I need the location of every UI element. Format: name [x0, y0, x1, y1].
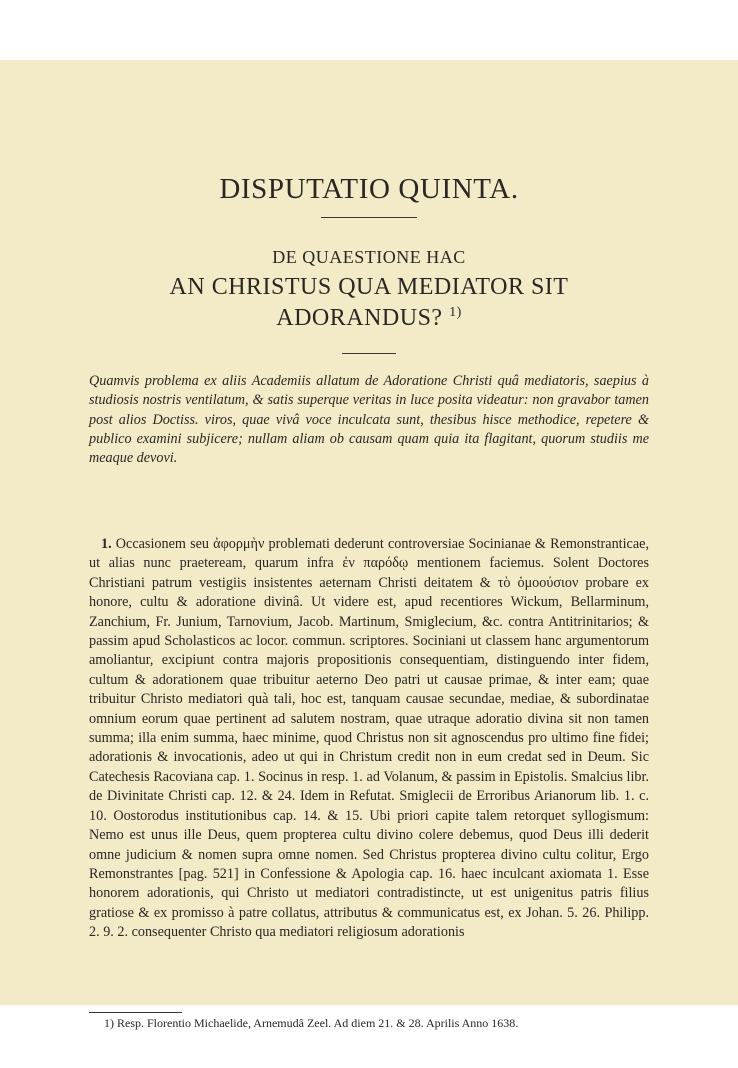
abstract-paragraph	[89, 372, 649, 468]
footnote-divider	[89, 1012, 182, 1013]
page-title: DISPUTATIO QUINTA.	[219, 173, 519, 205]
paragraph-number: 1.	[101, 536, 112, 552]
subtitle-line-3-text: ADORANDUS?	[276, 305, 443, 331]
subtitle-divider	[342, 353, 396, 354]
footnote: 1) Resp. Florentio Michaelide, Arnemudâ Zeel. Ad diem 21. & 28. Aprilis Anno 1638.	[104, 1016, 519, 1030]
body-paragraph	[89, 535, 649, 943]
subtitle-line-2: AN CHRISTUS QUA MEDIATOR SIT	[169, 274, 569, 300]
page	[0, 60, 738, 1030]
title-divider	[321, 217, 417, 218]
body-text: Occasionem seu ἀφορμὴν problemati dederunt controversiae Socinianae & Remonstranticae, ut alias nunc praeteream, quarum infra ἐν παρόδῳ mentionem faciemus. Solent Doctores Christiani patrum vestigiis insistentes aeternam Christi deitatem & τὸ ὁμοούσιον probare ex honore, cultu & adoratione divinâ. Ut videre est, apud recentiores Wickum, Bellarminum, Zanchium, Fr. Junium, Tarnovium, Jacob. Martinum, Smiglecium, &c. contra Antitrinitarios; & passim apud Scholasticos ac locor. commun. scriptores. Sociniani ut classem hanc argumentorum amoliantur, excipiunt contra majoris propositionis consequentiam, distinguendo inter fidem, cultum & adorationem quae tribuitur aeterno Deo patri ut causae primae, & inter eam; quae tribuitur Christo mediatori quà tali, hoc est, tanquam causae secundae, mediae, & subordinatae omnium eorum quae pertinent ad salutem nostram, quae utraque adoratio divina sit non tamen summa; illa enim summa, haec minime, quod Christus non sit agnoscendus pro ultimo fine fidei; adorationis & invocationis, adeo ut qui in Christum credit non in eum credat sed in Deum. Sic Catechesis Racoviana cap. 1. Socinus in resp. 1. ad Volanum, & passim in Epistolis. Smalcius libr. de Divinitate Christi cap. 12. & 24. Idem in Refutat. Smiglecii de Erroribus Arianorum lib. 1. c. 10. Oostorodus institutionibus cap. 14. & 15. Ubi priori capite talem retorquet syllogismum: Nemo est unus ille Deus, quem propterea cultu divino colere debemus, quod Deus illi dederit omne judicium & nomen supra omne nomen. Sed Christus propterea divino cultu colitur, Ergo Remonstrantes [pag. 521] in Confessione & Apologia cap. 16. haec inculcant axiomata 1. Esse honorem adorationis, qui Christo ut mediatori contradistincte, ut est unigenitus patris filius gratiose & ex promisso à patre collatus, attributus & communicatus est, ex Johan. 5. 26. Philipp. 2. 9. 2. consequenter Christo qua mediatori religiosum adorationis	[89, 536, 649, 941]
subtitle-line-1: DE QUAESTIONE HAC	[272, 247, 466, 267]
abstract-text: Quamvis problema ex aliis Academiis allatum de Adoratione Christi quâ mediatoris, saepius à studiosis nostris ventilatum, & satis superque veritas in luce posita videatur: non gravabor tamen post alios Doctiss. viros, quae vivâ voce inculcata sunt, thesibus hisce methodice, repetere & publico examini subjicere; nullam aliam ob causam quam quia ita flagitant, quorum studiis me meaque devovi.	[89, 373, 649, 467]
subtitle-line-3	[0, 305, 738, 332]
footnote-marker: 1)	[449, 305, 462, 320]
